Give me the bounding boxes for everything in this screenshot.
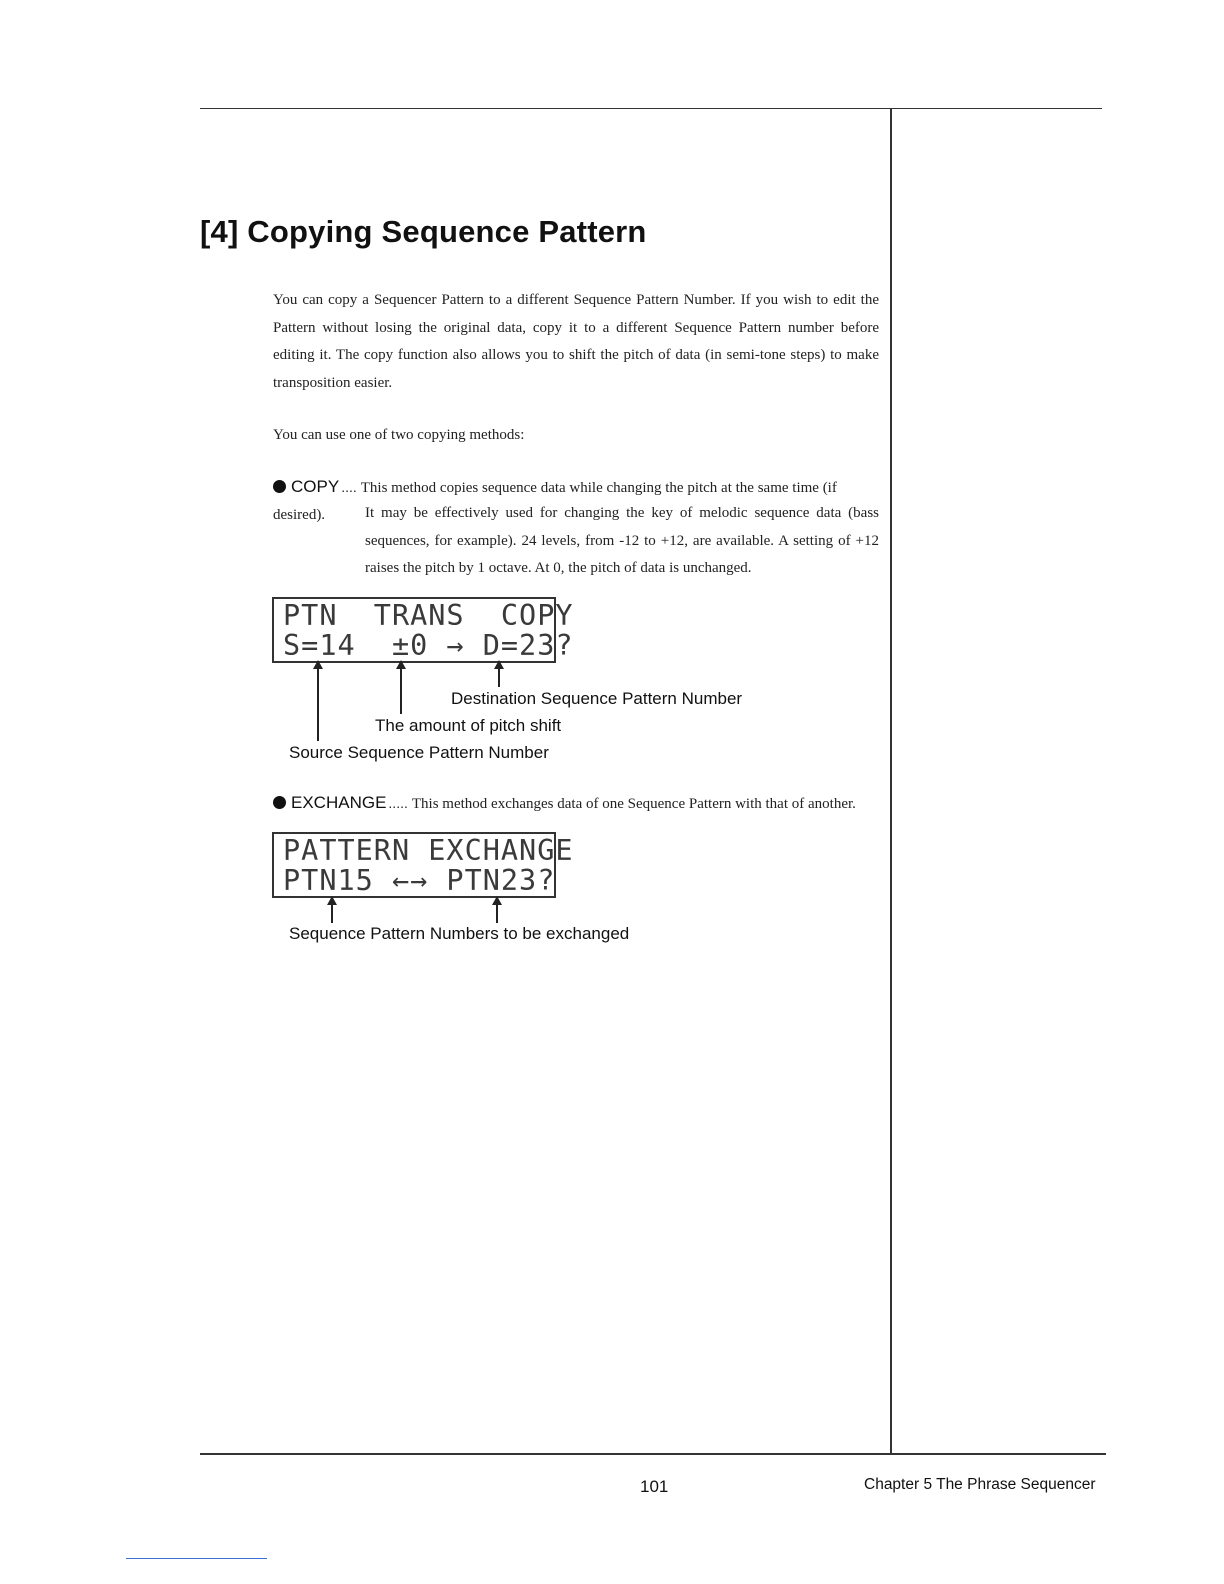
bullet-icon [273,480,286,493]
intro-paragraph: You can copy a Sequencer Pattern to a different Sequence Pattern Number. If you wish to edit the Pattern without losing the original data, copy it to a different Sequence Pattern number before editing it. The copy function also allows you to shift the pitch of data (in semi-tone steps) to make transposition easier. [273,292,879,391]
copy-lcd-line-1: PTN TRANS COPY [283,599,574,632]
exchange-lcd-display [272,832,574,898]
exchange-arrow-left [331,903,333,923]
destination-callout: Destination Sequence Pattern Number [451,689,743,708]
pitch-arrow [400,667,402,714]
link-underline [126,1558,267,1559]
exchange-dots: ..... [388,795,408,811]
top-rule [200,108,1102,109]
source-callout: Source Sequence Pattern Number [289,743,549,762]
copy-dots: .... [341,479,357,495]
exchange-arrow-right [496,903,498,923]
copy-lcd-display [272,597,574,663]
bottom-rule [200,1453,1106,1455]
section-title: [4] Copying Sequence Pattern [200,214,647,249]
exchange-lcd-line-1: PATTERN EXCHANGE [283,834,574,867]
chapter-label: Chapter 5 The Phrase Sequencer [864,1476,1096,1493]
copy-description: It may be effectively used for changing the key of melodic sequence data (bass sequences, for example). 24 levels, from -12 to +12, are available. A setting of +12 raises the pitch by 1 octave. At 0, the pitch of data is unchanged. [365,505,879,576]
methods-intro: You can use one of two copying methods: [273,427,525,443]
exchange-callout: Sequence Pattern Numbers to be exchanged [289,924,630,943]
copy-description-first: This method copies sequence data while changing the pitch at the same time (if desired). [273,480,837,523]
exchange-description: This method exchanges data of one Sequence Pattern with that of another. [411,796,856,812]
source-arrow [317,667,319,741]
exchange-method-row [273,789,879,818]
exchange-lcd-line-2: PTN15 ←→ PTN23? [283,864,556,897]
vertical-rule [890,109,892,1454]
copy-label: COPY [291,477,340,496]
pitch-callout: The amount of pitch shift [375,716,562,735]
bullet-icon [273,796,286,809]
copy-lcd-line-2: S=14 ±0 → D=23? [283,629,574,662]
destination-arrow [498,667,500,687]
page-number: 101 [640,1477,669,1496]
exchange-label: EXCHANGE [291,793,387,812]
